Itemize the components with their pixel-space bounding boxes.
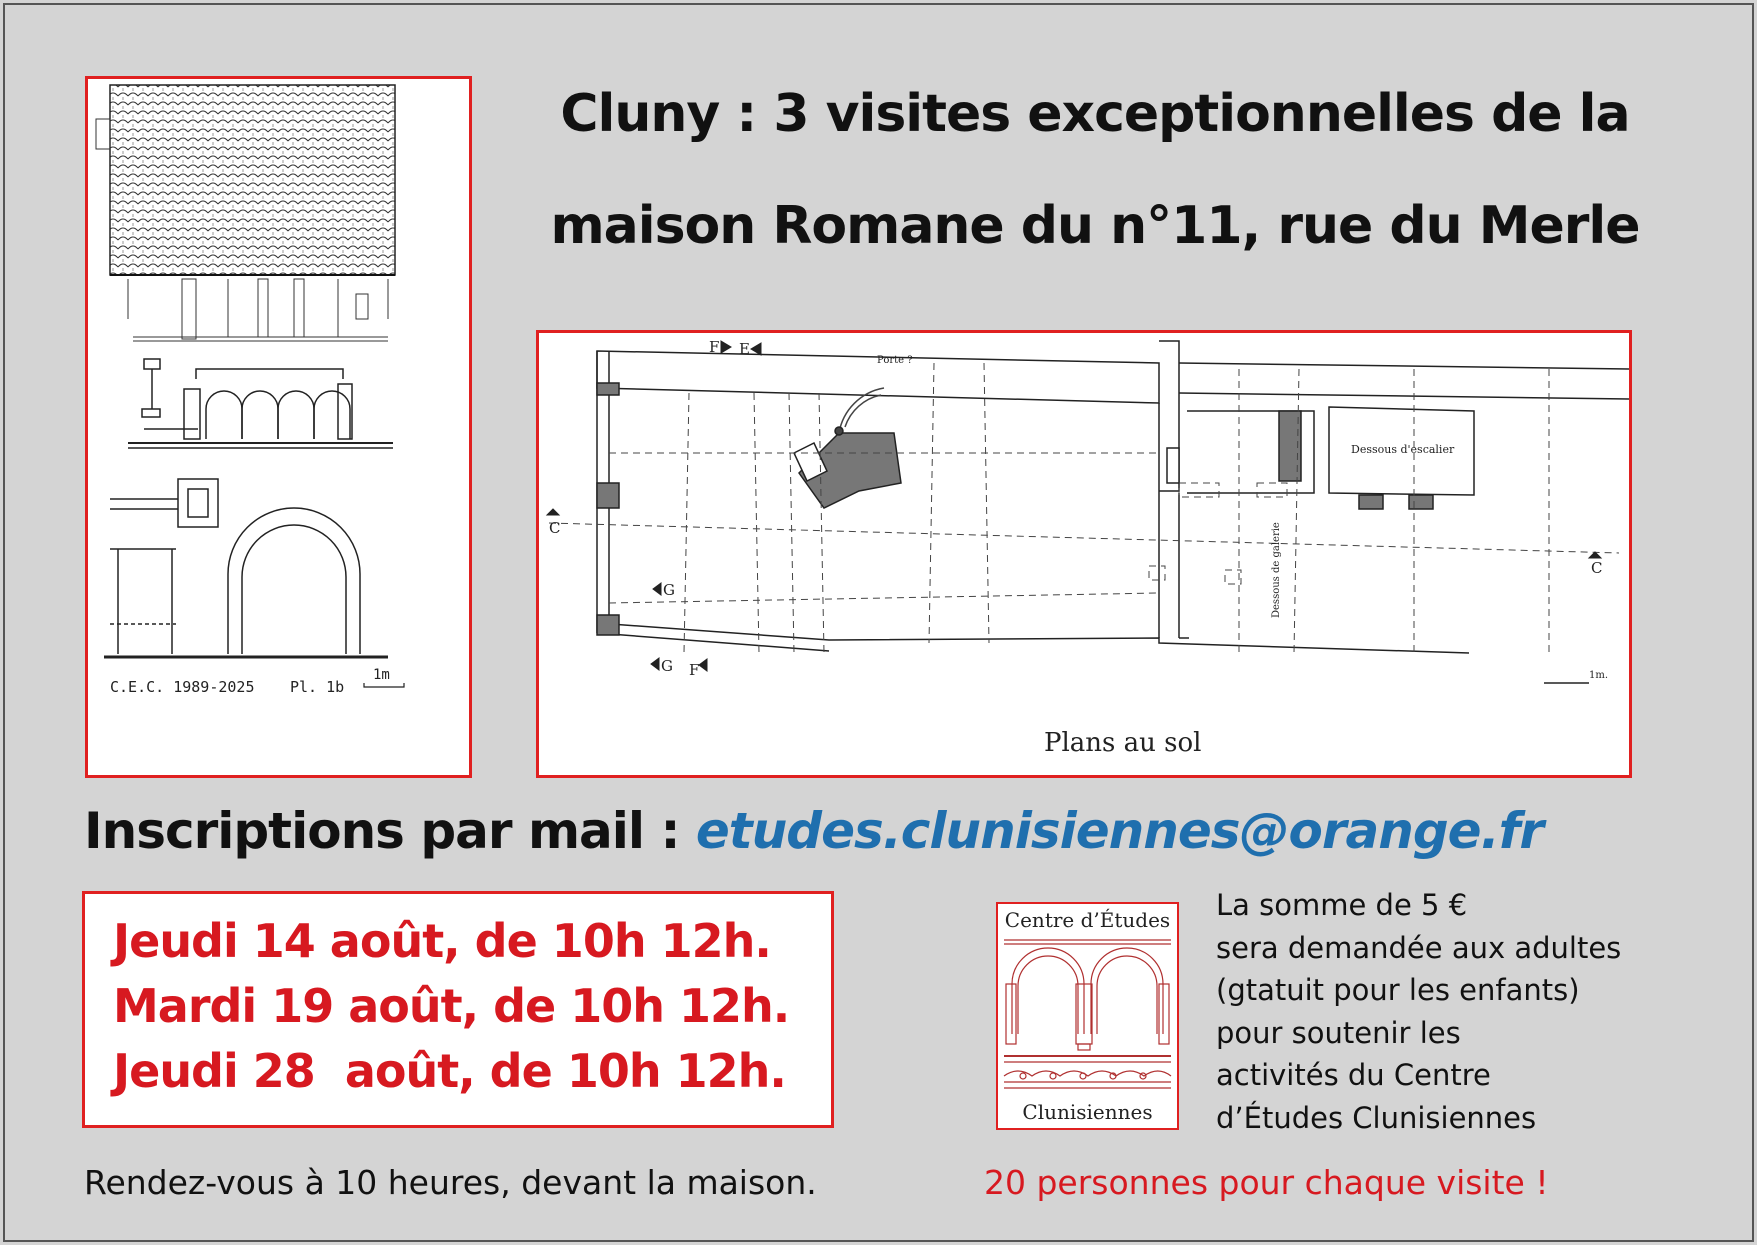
plan-label-dessous-galerie: Dessous de galerie [1271,522,1282,618]
elevation-drawing [85,76,472,778]
fee-line: (gtatuit pour les enfants) [1216,973,1580,1007]
fee-line: La somme de 5 € [1216,888,1468,922]
plan-label-c-right: C [1591,559,1603,577]
plan-label-f-bottom: F [689,661,700,679]
visit-date-3: Jeudi 28 août, de 10h 12h. [113,1044,786,1098]
plan-label-e-top: E [739,340,750,358]
meeting-info: Rendez-vous à 10 heures, devant la maison. [84,1163,817,1202]
plan-caption: Plans au sol [1044,728,1202,758]
inscriptions-line [84,802,1543,860]
cloister-arcade-emblem [998,904,1177,1128]
email-link[interactable]: etudes.clunisiennes@orange.fr [695,802,1543,860]
visit-dates-box [82,891,834,1128]
plan-label-porte: Porte ? [877,355,913,366]
inscriptions-label: Inscriptions par mail : [84,802,696,860]
elevation-illustration [88,79,469,775]
centre-logo [996,902,1179,1130]
fee-line: pour soutenir les [1216,1015,1461,1050]
floor-plan-illustration [539,333,1629,775]
plan-label-dessous-escalier: Dessous d'escalier [1351,443,1455,456]
fee-line: sera demandée aux adultes [1216,930,1622,965]
plan-label-f-top: F [709,338,720,356]
page-title-line-1: Cluny : 3 visites exceptionnelles de la [560,84,1630,144]
plan-label-g-mid: G [663,581,675,599]
plan-scale-label: 1m. [1589,670,1609,681]
floor-plan-drawing [536,330,1632,778]
capacity-notice: 20 personnes pour chaque visite ! [984,1163,1549,1202]
elevation-caption-left: C.E.C. 1989-2025 [110,678,255,696]
logo-title-bottom: Clunisiennes [1022,1100,1153,1124]
fee-line: activités du Centre [1216,1058,1491,1092]
elevation-scale-label: 1m [373,667,390,683]
fee-paragraph [1216,884,1621,1139]
visit-date-1: Jeudi 14 août, de 10h 12h. [113,914,771,968]
plan-label-g-bottom: G [661,657,673,675]
logo-title-top: Centre d’Études [1004,908,1171,932]
plan-label-c-left: C [549,519,561,537]
visit-date-2: Mardi 19 août, de 10h 12h. [113,979,790,1033]
elevation-caption-mid: Pl. 1b [290,678,345,696]
fee-line: d’Études Clunisiennes [1216,1100,1537,1135]
page-title-line-2: maison Romane du n°11, rue du Merle [550,196,1640,256]
